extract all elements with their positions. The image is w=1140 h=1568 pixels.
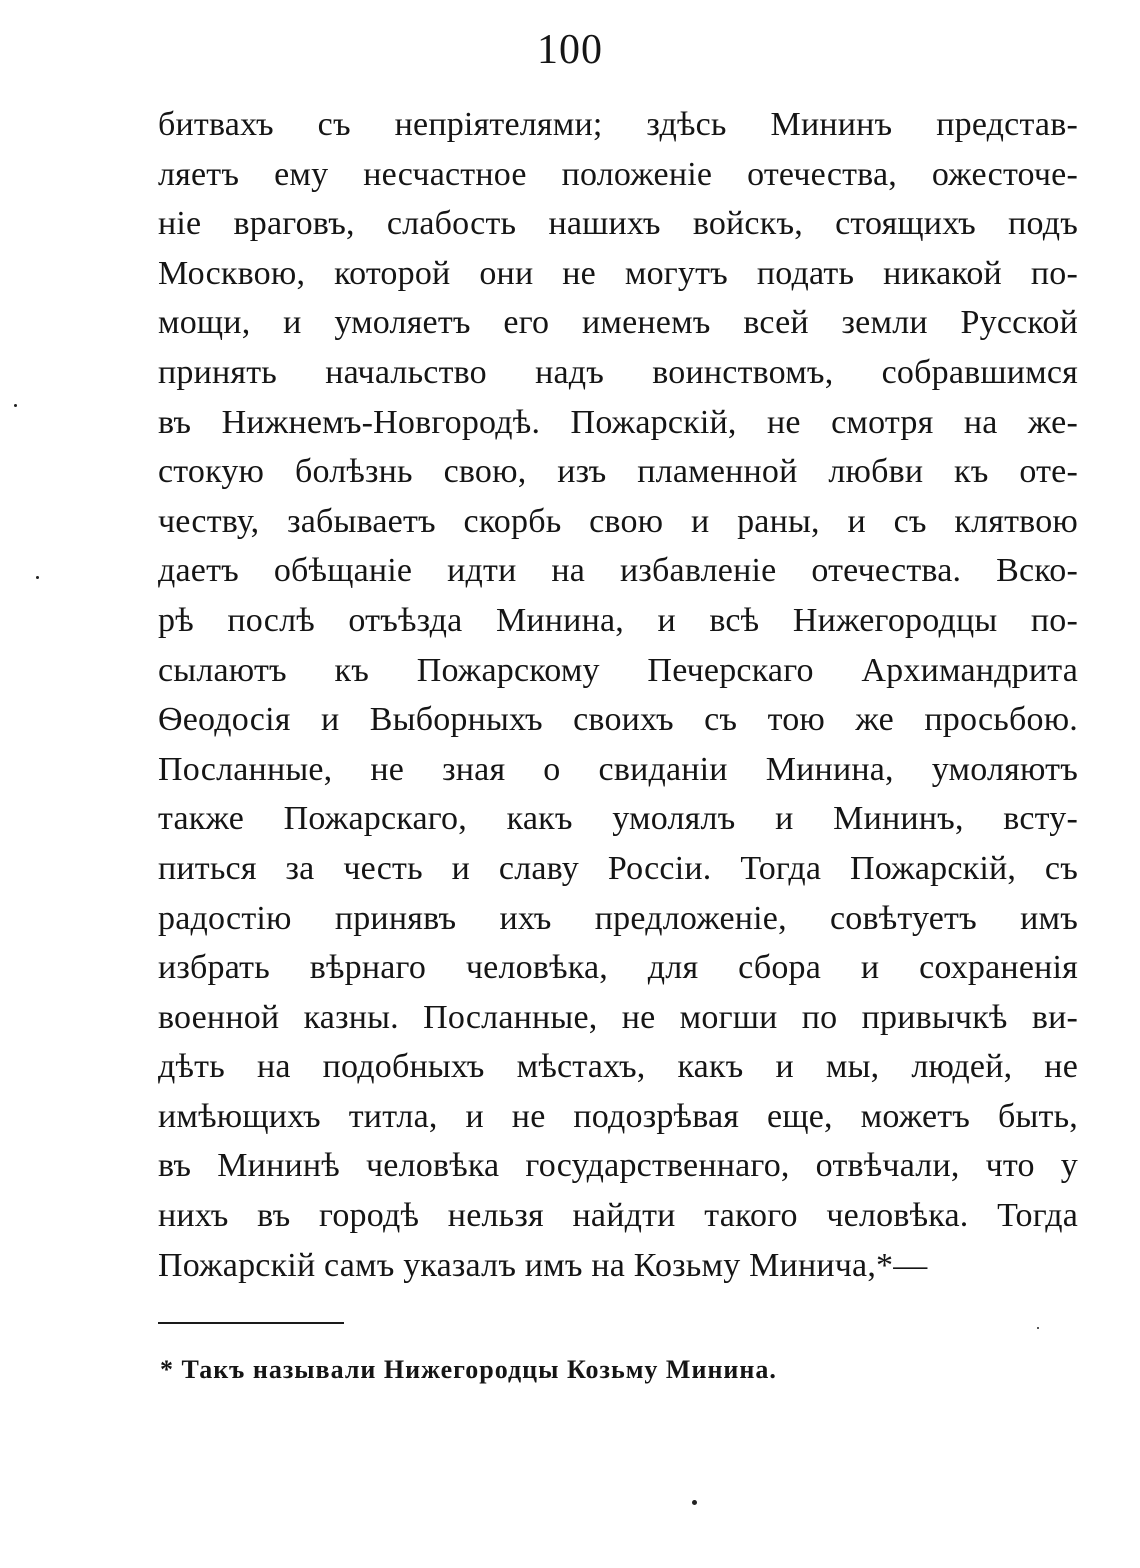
paper-speck: [14, 404, 17, 407]
text-line: Посланные, не зная о свиданіи Минина, умоляютъ: [158, 750, 1078, 788]
text-line: Пожарскій самъ указалъ имъ на Козьму Минича,*—: [158, 1246, 928, 1284]
text-line: стокую болѣзнь свою, изъ пламенной любви къ оте-: [158, 453, 1078, 491]
text-line: имѣющихъ титла, и не подозрѣвая еще, можетъ быть,: [158, 1097, 1078, 1135]
text-line: нихъ въ городѣ нельзя найдти такого человѣка. Тогда: [158, 1197, 1078, 1235]
text-line: Ѳеодосія и Выборныхъ своихъ съ тою же просьбою.: [158, 701, 1078, 739]
footnote-rule: [158, 1322, 344, 1324]
text-line: битвахъ съ непріятелями; здѣсь Мининъ представ-: [158, 106, 1078, 143]
text-line: ляетъ ему несчастное положеніе отечества, ожесточе-: [158, 155, 1078, 193]
paper-speck: [36, 576, 39, 579]
text-line: питься за честь и славу Россіи. Тогда Пожарскій, съ: [158, 849, 1078, 887]
page-number: 100: [537, 27, 603, 73]
text-line: даетъ обѣщаніе идти на избавленіе отечества. Вско-: [158, 552, 1078, 590]
paper-speck: [692, 1500, 697, 1505]
text-line: рѣ послѣ отъѣзда Минина, и всѣ Нижегородцы по-: [158, 601, 1078, 639]
text-line: честву, забываетъ скорбь свою и раны, и съ клятвою: [158, 502, 1078, 540]
text-line: сылаютъ къ Пожарскому Печерскаго Архимандрита: [158, 651, 1078, 689]
text-line: военной казны. Посланные, не могши по привычкѣ ви-: [158, 998, 1078, 1036]
paper-speck: [1037, 1327, 1039, 1329]
text-line: въ Мининѣ человѣка государственнаго, отвѣчали, что у: [158, 1147, 1078, 1185]
text-line: ніе враговъ, слабость нашихъ войскъ, стоящихъ подъ: [158, 205, 1078, 243]
text-line: принять начальство надъ воинствомъ, собравшимся: [158, 353, 1078, 391]
text-line: радостію принявъ ихъ предложеніе, совѣтуетъ имъ: [158, 899, 1078, 937]
footnote: * Такъ называли Нижегородцы Козьму Минина.: [160, 1355, 777, 1384]
text-line: избрать вѣрнаго человѣка, для сбора и сохраненія: [158, 949, 1078, 987]
text-line: дѣть на подобныхъ мѣстахъ, какъ и мы, людей, не: [158, 1048, 1078, 1086]
text-line: въ Нижнемъ-Новгородѣ. Пожарскій, не смотря на же-: [158, 403, 1078, 441]
text-line: Москвою, которой они не могутъ подать никакой по-: [158, 254, 1078, 292]
body-text: [158, 100, 1078, 1290]
text-line: мощи, и умоляетъ его именемъ всей земли Русской: [158, 304, 1078, 342]
text-line: также Пожарскаго, какъ умолялъ и Мининъ, всту-: [158, 800, 1078, 838]
